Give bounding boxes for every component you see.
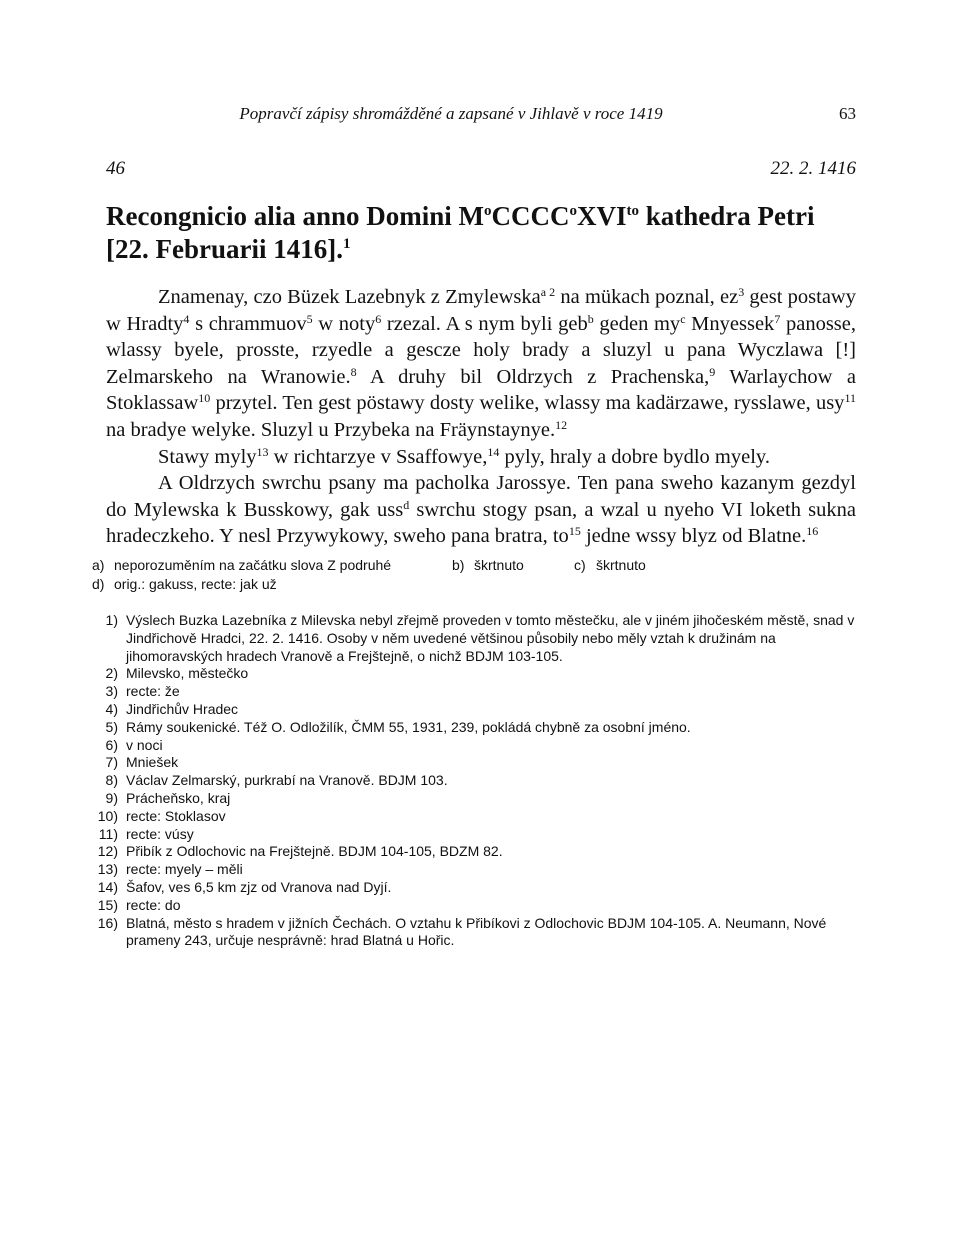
footnote-text: recte: do — [126, 896, 181, 913]
text-run: rzezal. A s nym byli geb — [381, 312, 588, 335]
heading-text: XVI — [577, 201, 627, 231]
footnote-text: v noci — [126, 736, 163, 753]
heading-text: Recongnicio alia anno Domini M — [106, 201, 485, 231]
textual-notes — [92, 556, 862, 594]
heading-text: CCCC — [491, 201, 570, 231]
footnote — [92, 683, 862, 701]
body-text — [106, 284, 856, 550]
footnote-ref: d — [403, 497, 410, 512]
textual-note — [452, 556, 574, 575]
paragraph — [106, 444, 856, 471]
footnote-ref: 9 — [709, 364, 716, 379]
text-run: jedne wssy blyz od Blatne. — [580, 525, 807, 548]
text-run: swrchu stogy psan, a wzal u nyeho VI loketh sukna hradeczkeho. Y nesl Przywykowy, sweho pana bratra, to — [106, 498, 856, 548]
footnote-number: 10) — [97, 807, 118, 824]
textual-note — [92, 575, 277, 594]
footnote-text: recte: že — [126, 683, 180, 700]
textual-note — [92, 556, 452, 575]
text-run: na bradye welyke. Sluzyl u Przybeka na Fräynstaynye. — [106, 418, 556, 441]
textual-notes-row — [92, 575, 862, 594]
footnote-number: 1) — [105, 612, 118, 628]
paragraph — [106, 284, 856, 444]
heading-superscript: o — [569, 203, 578, 219]
footnote-text: Blatná, město s hradem v jižních Čechách. O vztahu k Přibíkovi z Odlochovic BDJM 104-105. A. Neumann, Nové prameny 243, určuje nesprávně: hrad Blatná u Hořic. — [126, 914, 827, 949]
footnote-number: 7) — [105, 754, 118, 771]
text-run: gest postawy w Hradty — [106, 286, 856, 335]
footnote — [92, 665, 862, 683]
footnote-text: recte: myely – měli — [126, 861, 243, 878]
footnote-number: 11) — [98, 825, 118, 842]
footnote-text: Jindřichův Hradec — [126, 700, 239, 717]
text-run: pyly, hraly a dobre bydlo myely. — [499, 445, 770, 468]
footnote — [92, 754, 862, 772]
footnote-ref: 8 — [350, 364, 357, 379]
footnote — [92, 737, 862, 755]
footnote-text: Rámy soukenické. Též O. Odložilík, ČMM 55, 1931, 239, pokládá chybně za osobní jméno. — [126, 718, 691, 735]
footnote-number: 9) — [105, 789, 118, 806]
footnote-text: recte: vúsy — [126, 825, 194, 842]
footnote-number: 6) — [105, 736, 118, 753]
footnote-ref: 16 — [806, 524, 819, 539]
footnote-ref: 15 — [568, 524, 581, 539]
footnote-ref: a 2 — [540, 285, 556, 299]
footnote — [92, 772, 862, 790]
text-run: w noty — [312, 312, 376, 335]
footnote — [92, 808, 862, 826]
footnote-number: 12) — [97, 843, 118, 860]
footnote — [92, 879, 862, 897]
note-text: škrtnuto — [596, 557, 646, 573]
footnote-number: 3) — [105, 683, 118, 700]
footnote-number: 15) — [97, 896, 118, 913]
footnote — [92, 897, 862, 915]
paragraph — [106, 470, 856, 550]
text-run: A Oldrzych swrchu psany ma pacholka Jarossye. Ten pana sweho kazanym gezdyl do Mylewska k Busskowy, gak uss — [106, 472, 856, 521]
footnote-number: 4) — [105, 700, 118, 717]
text-run: s chrammuov — [189, 312, 307, 335]
running-title: Popravčí zápisy shromážděné a zapsané v Jihlavě v roce 1419 — [239, 104, 663, 123]
footnote-ref: 3 — [738, 285, 745, 299]
running-head — [106, 104, 856, 128]
footnote-ref: b — [587, 311, 594, 326]
entry-number: 46 — [106, 158, 125, 179]
note-label: c) — [574, 557, 586, 573]
footnote-ref: 14 — [487, 444, 500, 459]
footnote-ref: c — [680, 311, 686, 326]
footnote — [92, 790, 862, 808]
page-number: 63 — [839, 104, 856, 123]
note-text: neporozuměním na začátku slova Z podruhé — [114, 557, 392, 573]
footnote — [92, 915, 862, 951]
note-label: a) — [92, 557, 105, 573]
footnote-text: Prácheňsko, kraj — [126, 789, 231, 806]
footnote-number: 5) — [105, 718, 118, 735]
footnote-ref: 10 — [198, 391, 211, 406]
footnote-number: 2) — [105, 665, 118, 682]
text-run: Znamenay, czo Büzek Lazebnyk z Zmylewska — [158, 286, 541, 308]
footnote-ref: 5 — [306, 311, 313, 326]
text-run: w richtarzye v Ssaffowye, — [268, 445, 488, 468]
footnote-text: Václav Zelmarský, purkrabí na Vranově. BDJM 103. — [126, 772, 448, 789]
textual-notes-row — [92, 556, 862, 575]
entry-date: 22. 2. 1416 — [770, 158, 856, 179]
footnote-number: 8) — [105, 772, 118, 789]
text-run: panosse, wlassy byele, prosste, rzyedle a gescze holy brady a sluzyl u pana Wyczlawa [!] Zelmarskeho na Wranowie. — [106, 312, 857, 388]
footnote-number: 16) — [97, 914, 118, 931]
footnote-ref: 11 — [844, 391, 856, 406]
footnote-ref: 6 — [375, 311, 382, 326]
footnote-text: Mniešek — [126, 754, 179, 771]
heading-text: kathedra Petri [22. Februarii 1416]. — [106, 201, 815, 264]
note-label: b) — [452, 557, 465, 573]
footnote-text: Výslech Buzka Lazebníka z Milevska nebyl zřejmě proveden v tomto městečku, ale v jiném jihočeském městě, snad v Jindřichově Hradci, 22. 2. 1416. Osoby v něm uvedené většinou působily nebo měly vztah k družinám na jihomoravských hradech Vranově a Frejštejně, o nichž BDJM 103-105. — [126, 612, 855, 664]
footnotes — [92, 612, 862, 950]
footnote-ref: 12 — [555, 417, 568, 432]
footnote-text: Milevsko, městečko — [126, 665, 249, 682]
textual-note — [574, 556, 646, 575]
footnote-ref: 4 — [183, 311, 190, 326]
text-run: Warlaychow a Stoklassaw — [106, 365, 857, 415]
footnote-text: recte: Stoklasov — [126, 807, 226, 824]
footnote-number: 13) — [97, 861, 118, 878]
heading-superscript: o — [484, 203, 492, 219]
heading-superscript: to — [626, 203, 640, 219]
footnote — [92, 843, 862, 861]
footnote — [92, 719, 862, 737]
document-heading — [106, 200, 856, 266]
footnote — [92, 701, 862, 719]
text-run: na mükach poznal, ez — [555, 286, 739, 308]
footnote-ref: 7 — [774, 311, 781, 326]
text-run: przytel. Ten gest pöstawy dosty welike, wlassy ma kadärzawe, rysslawe, usy — [210, 392, 845, 415]
text-run: A druhy bil Oldrzych z Prachenska, — [356, 365, 710, 388]
note-text: orig.: gakuss, recte: jak už — [114, 576, 277, 592]
note-label: d) — [92, 576, 105, 592]
footnote-ref: 1 — [342, 236, 351, 252]
text-run: Mnyessek — [685, 312, 775, 335]
footnote-ref: 13 — [256, 444, 269, 459]
footnote-number: 14) — [97, 878, 118, 895]
text-run: Stawy myly — [158, 445, 257, 468]
note-text: škrtnuto — [474, 557, 524, 573]
footnote-text: Přibík z Odlochovic na Frejštejně. BDJM 104-105, BDZM 82. — [126, 843, 503, 860]
text-run: geden my — [593, 312, 681, 335]
footnote — [92, 612, 862, 665]
footnote — [92, 861, 862, 879]
footnote — [92, 826, 862, 844]
footnote-text: Šafov, ves 6,5 km zjz od Vranova nad Dyjí. — [126, 878, 392, 895]
